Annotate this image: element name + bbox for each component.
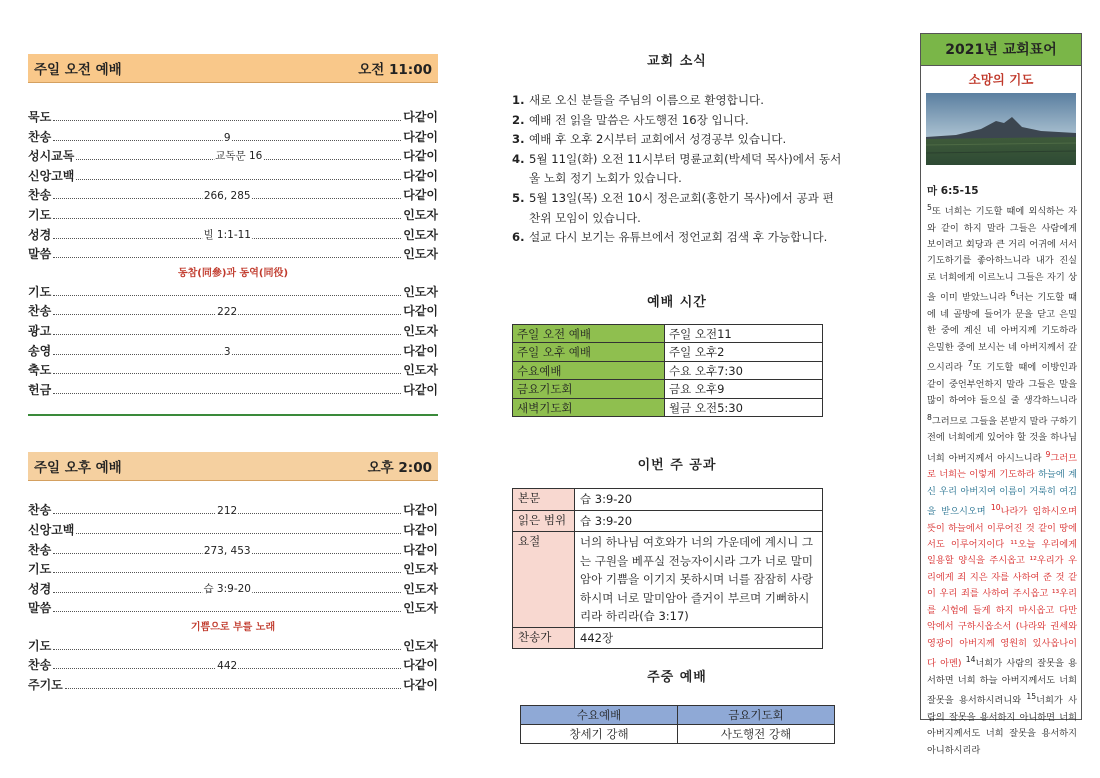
order-item-name: 찬송 [28,658,52,673]
morning-sermon-title: 동참(同參)과 동역(同役) [177,267,289,279]
verse-part-2: 너는 기도할 때에 네 골방에 들어가 문을 닫고 은밀한 중에 계신 네 아버지께 기도하라 은밀한 중에 보시는 네 아버지께서 갚으시리라 [927,292,1078,374]
news-item-number: 1. [512,93,525,107]
order-item-leader: 다같이 [403,188,438,203]
order-item-name: 신앙고백 [28,522,75,537]
news-item [512,111,842,131]
news-item [512,150,842,189]
scripture-text: $^5$또 너희는 기도할 때에 외식하는 자와 같이 하지 말라 그들은 사람에게 보이려고 회당과 큰 거리 어귀에 서서 기도하기를 좋아하느니라 내가 진실로 너희에게 이르노니 그들은 자기 상을 이미 받았느니라 $^6$너는 기도할 때에 네 골방에 들어가 문을 닫고 은밀한 중에 계신 네 아버지께 기도하라 은밀한 중에 보시는 네 아버지께서 갚으시리라 $^7$또 기도할 때에 이방인과 같이 중언부언하지 말라 그들은 말을 많이 하여야 들으실 줄 생각하느니라 $^8$그러므로 그들을 본받지 말라 구하기 전에 너희에게 있어야 할 것을 하나님 너희 아버지께서 아시느니라 $^9$그러므로 너희는 이렇게 기도하라 하늘에 계신 우리 아버지여 이름이 거룩히 여김을 받으시오며 $^{10}$나라가 임하시오며 뜻이 하늘에서 이루어진 것 같이 땅에서도 이루어지이다 ¹¹오늘 우리에게 일용할 양식을 주시옵고 ¹²우리가 우리에게 죄 지은 자를 사하여 준 것 같이 우리 죄를 사하여 주시옵고 ¹³우리를 시험에 들게 하지 마시옵고 다만 악에서 구하시옵소서 (나라와 권세와 영광이 아버지께 영원히 있사옵나이다 아멘) $^{14}$너희가 사람의 잘못을 용서하면 너희 하늘 아버지께서도 너희 잘못을 용서하시려니와 $^{15}$너희가 사람의 잘못을 용서하지 아니하면 너희 아버지께서도 너희 잘못을 용서하지 아니하시리라 [927,203,1078,756]
order-item-leader: 다같이 [403,129,438,144]
order-item [28,302,438,322]
leader-dots [53,189,401,203]
news-item [512,189,842,228]
news-item-text: 예배 전 읽을 말씀은 사도행전 16장 입니다. [529,112,749,127]
row-label: 주일 오후 예배 [513,343,665,362]
order-item-leader: 인도자 [403,601,438,616]
midweek-title: 주중 예배 [647,670,707,686]
row-label: 읽은 범위 [513,510,575,532]
leader-dots [53,544,401,557]
news-item-number: 3. [512,132,525,147]
order-item-leader: 인도자 [403,207,438,222]
order-item-leader: 인도자 [403,638,438,653]
order-item [28,147,438,167]
service-times-table [512,324,823,418]
row-value: 주일 오후2 [665,343,823,362]
verse-part-blue: 하늘에 계신 우리 아버지여 이름이 거룩히 여김을 받으시오며 [927,469,1077,518]
motto-panel [920,33,1082,756]
order-item-name: 성경 [28,227,52,242]
leader-dots [53,286,401,296]
row-value: 습 3:9-20 [575,489,823,511]
order-item-name: 주기도 [28,678,63,693]
order-item [28,580,438,600]
afternoon-order-list-1 [28,501,438,619]
verse-part-red: 나라가 임하시오며 뜻이 하늘에서 이루어진 것 같이 땅에서도 이루어지이다 ¹¹오늘 우리에게 일용할 양식을 주시옵고 ¹²우리가 우리에게 죄 지은 자를 사하여 준 것 같이 우리 죄를 사하여 주시옵고 ¹³우리를 시험에 들게 하지 마시옵고 다만 악에서 구하시옵소서 (나라와 권세와 영광이 아버지께 영원히 있사옵나이다 아멘) [927,506,1078,670]
row-value: 442장 [575,627,823,649]
leader-dots [53,209,401,219]
news-item-text: 새로 오신 분들을 주님의 이름으로 환영합니다. [529,93,764,107]
row-value: 주일 오전11 [665,324,823,343]
order-item-name: 성시교독 [28,149,75,164]
row-label: 금요기도회 [513,380,665,399]
leader-dots [53,563,401,573]
order-item-reference: 222 [217,306,238,319]
news-list [512,91,842,248]
order-item-name: 축도 [28,363,52,378]
row-value: 월금 오전5:30 [665,398,823,417]
midweek-value-fri: 사도행전 강해 [678,725,835,744]
midweek-table [520,705,835,744]
news-item [512,228,842,248]
news-title: 교회 소식 [647,54,707,69]
midweek-value-wed: 창세기 강해 [521,725,678,744]
order-item-name: 기도 [28,562,52,577]
order-item-name: 성경 [28,581,52,596]
leader-dots [53,364,401,374]
order-item [28,599,438,619]
row-value: 너의 하나님 여호와가 너의 가운데에 계시니 그는 구원을 베푸실 전능자이시라 그가 너로 말미암아 기쁨을 이기지 못하시며 너를 잠잠히 사랑하시며 너로 말미암아 즐거이 부르며 기뻐하시리라 하리라(습 3:17) [575,532,823,628]
order-item [28,381,438,401]
order-item [28,226,438,246]
morning-service-header [28,54,438,83]
row-value: 금요 오후9 [665,380,823,399]
order-item-leader: 인도자 [403,562,438,577]
morning-order-list-1 [28,108,438,265]
order-item-name: 찬송 [28,503,52,518]
order-item [28,560,438,580]
motto-title: 소망의 기도 [968,72,1034,87]
afternoon-service-title: 주일 오후 예배 [34,460,122,477]
news-item [512,130,842,150]
order-item-reference: 9 [223,131,231,144]
row-label: 수요예배 [513,361,665,380]
order-of-worship [28,54,438,696]
order-item-leader: 다같이 [403,343,438,358]
order-item [28,186,438,206]
leader-dots [76,150,401,163]
leader-dots [53,659,401,673]
leader-dots [65,679,401,689]
order-item-leader: 다같이 [403,168,438,183]
order-item-leader: 다같이 [403,304,438,319]
order-item-reference: 빌 1:1-11 [203,228,251,241]
order-item-leader: 다같이 [403,503,438,518]
order-item-name: 기도 [28,638,52,653]
table-row [513,380,823,399]
motto-header: 2021년 교회표어 [921,34,1081,66]
leader-dots [53,248,401,258]
order-item-leader: 인도자 [403,284,438,299]
leader-dots [53,305,401,319]
lesson-title: 이번 주 공과 [637,458,717,474]
table-row [513,398,823,417]
order-item-leader: 인도자 [403,323,438,338]
news-item-text: 5월 13일(목) 오전 10시 정은교회(홍한기 목사)에서 공과 편찬위 모임이 있습니다. [529,190,834,225]
order-item-name: 송영 [28,343,52,358]
order-item [28,128,438,148]
order-item-leader: 다같이 [403,658,438,673]
order-item-name: 기도 [28,284,52,299]
table-row [513,343,823,362]
order-item-name: 묵도 [28,110,52,124]
verse-part-green: 그러므로 너희는 이렇게 기도하라 [927,452,1077,481]
verse-part-3: 또 기도할 때에 이방인과 같이 중언부언하지 말라 그들은 말을 많이 하여야 들으실 줄 생각하느니라 [927,362,1077,407]
midweek-header-wed: 수요예배 [521,706,678,725]
order-item-name: 말씀 [28,247,52,262]
order-item [28,541,438,561]
midweek-header-fri: 금요기도회 [678,706,835,725]
leader-dots [53,640,401,650]
order-item-leader: 인도자 [403,227,438,242]
order-item-name: 찬송 [28,542,52,557]
order-item [28,361,438,381]
table-row [513,510,823,532]
order-item-leader: 다같이 [403,522,438,537]
order-item [28,206,438,226]
order-item [28,283,438,303]
order-item-reference: 273, 453 [203,544,251,557]
leader-dots [53,504,401,518]
leader-dots [53,229,401,239]
news-item-text: 예배 후 오후 2시부터 교회에서 성경공부 있습니다. [529,132,787,147]
order-item [28,167,438,187]
order-item [28,342,438,362]
church-info [512,50,842,744]
order-item-name: 광고 [28,323,52,338]
morning-service-title: 주일 오전 예배 [34,62,122,78]
leader-dots [53,384,401,394]
verse-part-4: 그러므로 그들을 본받지 말라 구하기 전에 너희에게 있어야 할 것을 하나님 너희 아버지께서 아시느니라 [927,415,1077,464]
leader-dots [53,131,401,144]
afternoon-order-list-2 [28,637,438,696]
order-item-leader: 다같이 [403,149,438,164]
order-item [28,521,438,541]
table-row [513,324,823,343]
order-item [28,676,438,696]
afternoon-sermon-title: 기쁨으로 부를 노래 [190,621,276,633]
news-item-number: 5. [512,190,525,205]
morning-service-time: 오전 11:00 [358,62,432,78]
order-item-leader: 다같이 [403,110,438,124]
order-item-name: 찬송 [28,188,52,203]
order-item-name: 말씀 [28,601,52,616]
order-item-leader: 인도자 [403,581,438,596]
table-row [513,627,823,649]
lesson-table [512,488,823,649]
order-item-leader: 다같이 [403,678,438,693]
news-item-number: 6. [512,230,525,245]
order-item-name: 기도 [28,207,52,222]
leader-dots [76,170,401,180]
news-item-text: 설교 다시 보기는 유튜브에서 정언교회 검색 후 가능합니다. [529,230,828,245]
row-label: 새벽기도회 [513,398,665,417]
leader-dots [76,524,401,534]
morning-order-list-2 [28,283,438,401]
order-item-leader: 인도자 [403,363,438,378]
leader-dots [53,111,401,121]
row-label: 주일 오전 예배 [513,324,665,343]
order-item-name: 헌금 [28,382,52,397]
row-value: 습 3:9-20 [575,510,823,532]
table-row [513,532,823,628]
news-item [512,91,842,111]
row-value: 수요 오후7:30 [665,361,823,380]
mountain-landscape-image [926,93,1076,165]
order-item [28,245,438,265]
news-item-number: 4. [512,151,525,166]
order-item-leader: 다같이 [403,542,438,557]
row-label: 찬송가 [513,627,575,649]
order-item-leader: 인도자 [403,247,438,262]
order-item-reference: 212 [217,505,238,518]
row-label: 요절 [513,532,575,628]
order-item-reference: 3 [223,345,231,358]
table-row [513,489,823,511]
verse-part-5: 너희가 사람의 잘못을 용서하면 너희 하늘 아버지께서도 너희 잘못을 용서하시려니와 [927,658,1077,707]
order-item [28,322,438,342]
order-item-reference: 교독문 16 [215,150,263,163]
verse-part-1: 또 너희는 기도할 때에 외식하는 자와 같이 하지 말라 그들은 사람에게 보이려고 회당과 큰 거리 어귀에 서서 기도하기를 좋아하느니라 내가 진실로 너희에게 이르노니 그들은 자기 상을 이미 받았느니라 [927,206,1077,304]
leader-dots [53,583,401,593]
leader-dots [53,345,401,358]
order-item [28,637,438,657]
order-item-name: 신앙고백 [28,168,75,183]
order-item [28,108,438,128]
order-item-reference: 266, 285 [203,190,251,203]
verse-part-6: 너희가 사람의 잘못을 용서하지 아니하면 너희 아버지께서도 너희 잘못을 용서하지 아니하시리라 [927,695,1078,756]
scripture-reference: 마 6:5-15 [927,185,979,197]
order-item-reference: 습 3:9-20 [203,582,251,595]
row-label: 본문 [513,489,575,511]
leader-dots [53,602,401,612]
service-times-title: 예배 시간 [647,294,707,310]
news-item-number: 2. [512,112,525,127]
table-row [513,361,823,380]
order-item-name: 찬송 [28,129,52,144]
order-item [28,656,438,676]
afternoon-service-time: 오후 2:00 [367,460,432,477]
leader-dots [53,325,401,335]
order-item-reference: 442 [217,660,238,673]
order-item-leader: 다같이 [403,382,438,397]
afternoon-service-header [28,452,438,481]
order-item-name: 찬송 [28,304,52,319]
news-item-text: 5월 11일(화) 오전 11시부터 명륜교회(박세덕 목사)에서 동서울 노회 정기 노회가 있습니다. [529,151,842,186]
order-item [28,501,438,521]
